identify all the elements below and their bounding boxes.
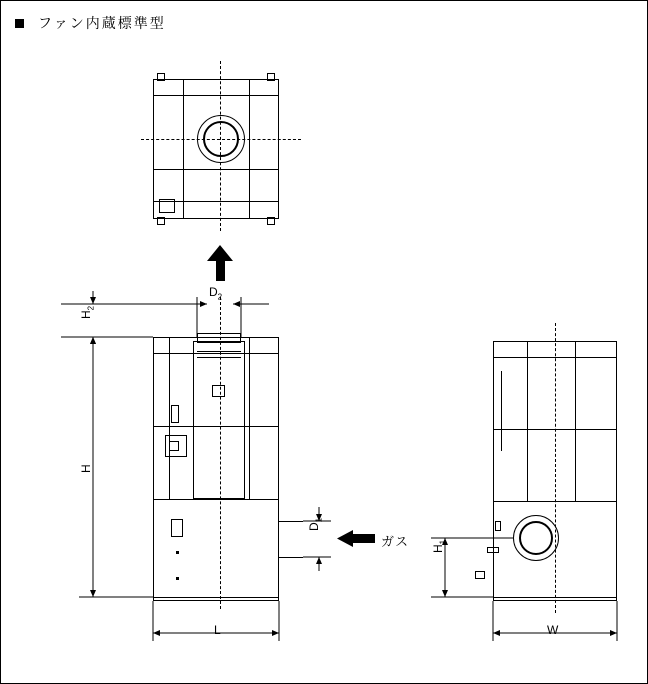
front-view-motor-bracket — [171, 405, 179, 423]
top-view-rib-1 — [183, 79, 184, 219]
side-view-centerline — [555, 323, 556, 613]
dimension-label-h1-text: H — [431, 544, 445, 553]
front-view-access-door — [171, 519, 183, 537]
top-view-centerline-horizontal — [141, 139, 301, 140]
page-title-text: ファン内蔵標準型 — [38, 15, 166, 31]
dimension-label-h2-sub: 2 — [86, 305, 96, 311]
page-title — [15, 13, 166, 33]
dimension-label-d1 — [307, 518, 323, 531]
top-view-corner-sw — [157, 217, 165, 225]
front-view-bolt-2 — [176, 577, 179, 580]
top-view-corner-nw — [157, 73, 165, 81]
front-view-fan-band-2 — [197, 357, 241, 358]
front-view-rib-right — [249, 337, 250, 499]
side-view-gas-inlet-inner — [519, 521, 553, 555]
side-view-side-strip — [501, 371, 502, 451]
dimension-label-h1-sub: 1 — [438, 539, 448, 545]
top-view-rib-2 — [249, 79, 250, 219]
top-view-control-box — [159, 199, 175, 213]
gas-inlet-arrow-icon — [337, 530, 375, 547]
dimension-label-h2 — [79, 306, 95, 319]
front-view-fan-band-1 — [197, 351, 241, 352]
front-view-bolt-1 — [176, 551, 179, 554]
dimension-label-d1-sub: 1 — [314, 517, 324, 523]
dimension-label-w-text: W — [547, 623, 559, 637]
front-view-fan-column — [193, 341, 245, 499]
front-view-rib-left — [169, 337, 170, 499]
side-view-fitting-2 — [487, 547, 499, 553]
top-view-rail-1 — [153, 95, 279, 96]
dimension-label-h-text: H — [79, 464, 93, 473]
front-view-control-box-inner — [169, 441, 179, 451]
front-view-fan-outlet — [197, 333, 241, 343]
dimension-label-d2-text: D — [209, 285, 218, 299]
top-view-corner-se — [267, 217, 275, 225]
front-view-base-line — [153, 597, 279, 598]
side-view-fitting-1 — [495, 521, 501, 531]
top-view-rail-2 — [153, 169, 279, 170]
front-view-centerline — [220, 297, 221, 609]
dimension-label-h — [79, 464, 93, 473]
front-view-nameplate — [212, 385, 225, 397]
dimension-label-d2-sub: 2 — [217, 292, 223, 302]
front-view-duct-top — [279, 521, 303, 522]
gas-inlet-label: ガス — [381, 534, 410, 549]
front-view-divider — [153, 499, 279, 500]
top-view-corner-ne — [267, 73, 275, 81]
dimension-label-d1-text: D — [307, 522, 321, 531]
dimension-label-h1 — [431, 540, 447, 553]
dimension-label-d2 — [209, 285, 222, 301]
square-bullet-icon — [15, 19, 24, 28]
front-view-duct-bottom — [279, 557, 303, 558]
top-view-centerline-vertical — [220, 61, 221, 231]
dimension-label-l — [214, 623, 221, 637]
dimension-label-h2-text: H — [79, 310, 93, 319]
side-view-rib-1 — [527, 341, 528, 501]
airflow-arrow-icon — [207, 245, 233, 281]
side-view-fitting-3 — [475, 571, 485, 579]
side-view-rib-2 — [575, 341, 576, 501]
dimension-label-l-text: L — [214, 623, 221, 637]
dimension-label-w — [547, 623, 558, 637]
